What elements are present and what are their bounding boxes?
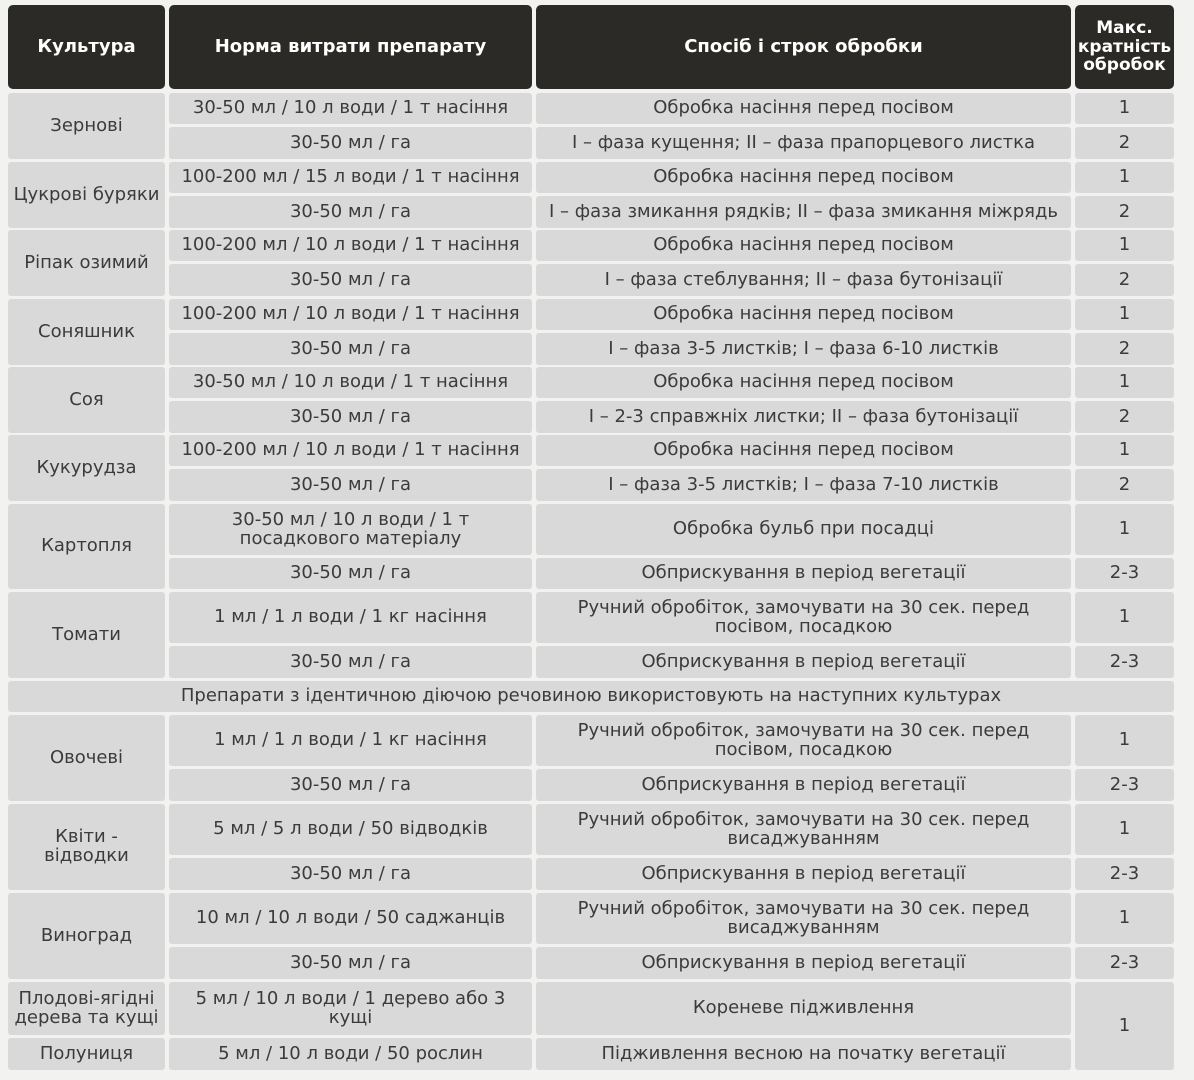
rate-cell: 5 мл / 5 л води / 50 відводків xyxy=(169,804,532,855)
max-cell: 1 xyxy=(1075,435,1174,466)
method-cell: Обробка бульб при посадці xyxy=(536,504,1071,555)
header-max-treatments: Макс. кратність обробок xyxy=(1075,5,1174,89)
method-cell: I – фаза кущення; II – фаза прапорцевого листка xyxy=(536,127,1071,159)
culture-cell: Полуниця xyxy=(8,1038,165,1070)
rate-cell: 30-50 мл / га xyxy=(169,858,532,890)
method-cell: I – фаза змикання рядків; II – фаза змикання міжрядь xyxy=(536,196,1071,228)
rate-cell: 100-200 мл / 10 л води / 1 т насіння xyxy=(169,299,532,330)
method-cell: Обприскування в період вегетації xyxy=(536,858,1071,890)
culture-cell: Соя xyxy=(8,367,165,433)
method-cell: I – фаза стеблування; II – фаза бутонізації xyxy=(536,264,1071,296)
method-cell: Ручний обробіток, замочувати на 30 сек. перед висаджуванням xyxy=(536,893,1071,944)
max-cell: 1 xyxy=(1075,893,1174,944)
culture-cell: Ріпак озимий xyxy=(8,230,165,296)
rate-cell: 5 мл / 10 л води / 1 дерево або 3 кущі xyxy=(169,982,532,1035)
culture-cell: Овочеві xyxy=(8,715,165,801)
rate-cell: 30-50 мл / га xyxy=(169,127,532,159)
method-cell: Ручний обробіток, замочувати на 30 сек. перед висаджуванням xyxy=(536,804,1071,855)
max-cell: 2-3 xyxy=(1075,558,1174,589)
max-cell: 1 xyxy=(1075,162,1174,193)
method-cell: Обробка насіння перед посівом xyxy=(536,162,1071,193)
header-rate: Норма витрати препарату xyxy=(169,5,532,89)
method-cell: I – фаза 3-5 листків; I – фаза 7-10 листків xyxy=(536,469,1071,501)
method-cell: I – фаза 3-5 листків; I – фаза 6-10 листків xyxy=(536,333,1071,365)
method-cell: Ручний обробіток, замочувати на 30 сек. перед посівом, посадкою xyxy=(536,592,1071,643)
method-cell: Кореневе підживлення xyxy=(536,982,1071,1035)
method-cell: Обприскування в період вегетації xyxy=(536,769,1071,801)
rate-cell: 30-50 мл / га xyxy=(169,333,532,365)
max-cell: 2 xyxy=(1075,469,1174,501)
max-cell: 2-3 xyxy=(1075,858,1174,890)
method-cell: Обробка насіння перед посівом xyxy=(536,367,1071,398)
method-cell: Ручний обробіток, замочувати на 30 сек. перед посівом, посадкою xyxy=(536,715,1071,766)
rate-cell: 30-50 мл / га xyxy=(169,646,532,678)
max-cell: 2 xyxy=(1075,264,1174,296)
max-cell: 1 xyxy=(1075,592,1174,643)
rate-cell: 1 мл / 1 л води / 1 кг насіння xyxy=(169,592,532,643)
method-cell: Обприскування в період вегетації xyxy=(536,558,1071,589)
max-cell: 1 xyxy=(1075,715,1174,766)
max-cell: 1 xyxy=(1075,804,1174,855)
rate-cell: 30-50 мл / га xyxy=(169,264,532,296)
max-cell: 1 xyxy=(1075,93,1174,124)
culture-cell: Зернові xyxy=(8,93,165,159)
culture-cell: Цукрові буряки xyxy=(8,162,165,228)
rate-cell: 30-50 мл / га xyxy=(169,469,532,501)
rate-cell: 30-50 мл / 10 л води / 1 т насіння xyxy=(169,367,532,398)
rate-cell: 30-50 мл / 10 л води / 1 т посадкового матеріалу xyxy=(169,504,532,555)
rate-cell: 30-50 мл / га xyxy=(169,196,532,228)
culture-cell: Картопля xyxy=(8,504,165,589)
method-cell: Підживлення весною на початку вегетації xyxy=(536,1038,1071,1070)
rate-cell: 30-50 мл / га xyxy=(169,558,532,589)
rate-cell: 100-200 мл / 15 л води / 1 т насіння xyxy=(169,162,532,193)
max-cell: 1 xyxy=(1075,367,1174,398)
rate-cell: 100-200 мл / 10 л води / 1 т насіння xyxy=(169,435,532,466)
rate-cell: 30-50 мл / га xyxy=(169,401,532,433)
rate-cell: 1 мл / 1 л води / 1 кг насіння xyxy=(169,715,532,766)
method-cell: I – 2-3 справжніх листки; II – фаза бутонізації xyxy=(536,401,1071,433)
max-cell: 2-3 xyxy=(1075,769,1174,801)
max-cell: 2 xyxy=(1075,127,1174,159)
method-cell: Обробка насіння перед посівом xyxy=(536,93,1071,124)
header-method: Спосіб і строк обробки xyxy=(536,5,1071,89)
rate-cell: 30-50 мл / га xyxy=(169,769,532,801)
rate-cell: 100-200 мл / 10 л води / 1 т насіння xyxy=(169,230,532,261)
header-culture: Культура xyxy=(8,5,165,89)
culture-cell: Плодові-ягідні дерева та кущі xyxy=(8,982,165,1035)
method-cell: Обробка насіння перед посівом xyxy=(536,435,1071,466)
rate-cell: 5 мл / 10 л води / 50 рослин xyxy=(169,1038,532,1070)
culture-cell: Квіти - відводки xyxy=(8,804,165,890)
rate-cell: 30-50 мл / га xyxy=(169,947,532,979)
max-cell: 1 xyxy=(1075,299,1174,330)
culture-cell: Виноград xyxy=(8,893,165,979)
method-cell: Обприскування в період вегетації xyxy=(536,646,1071,678)
culture-cell: Кукурудза xyxy=(8,435,165,501)
max-cell: 2 xyxy=(1075,333,1174,365)
max-cell: 1 xyxy=(1075,230,1174,261)
max-cell: 1 xyxy=(1075,982,1174,1070)
max-cell: 2 xyxy=(1075,196,1174,228)
max-cell: 2 xyxy=(1075,401,1174,433)
culture-cell: Томати xyxy=(8,592,165,678)
rate-cell: 30-50 мл / 10 л води / 1 т насіння xyxy=(169,93,532,124)
culture-cell: Соняшник xyxy=(8,299,165,365)
max-cell: 1 xyxy=(1075,504,1174,555)
max-cell: 2-3 xyxy=(1075,947,1174,979)
rate-cell: 10 мл / 10 л води / 50 саджанців xyxy=(169,893,532,944)
method-cell: Обприскування в період вегетації xyxy=(536,947,1071,979)
method-cell: Обробка насіння перед посівом xyxy=(536,230,1071,261)
method-cell: Обробка насіння перед посівом xyxy=(536,299,1071,330)
identical-substance-note: Препарати з ідентичною діючою речовиною використовують на наступних культурах xyxy=(8,681,1174,712)
max-cell: 2-3 xyxy=(1075,646,1174,678)
